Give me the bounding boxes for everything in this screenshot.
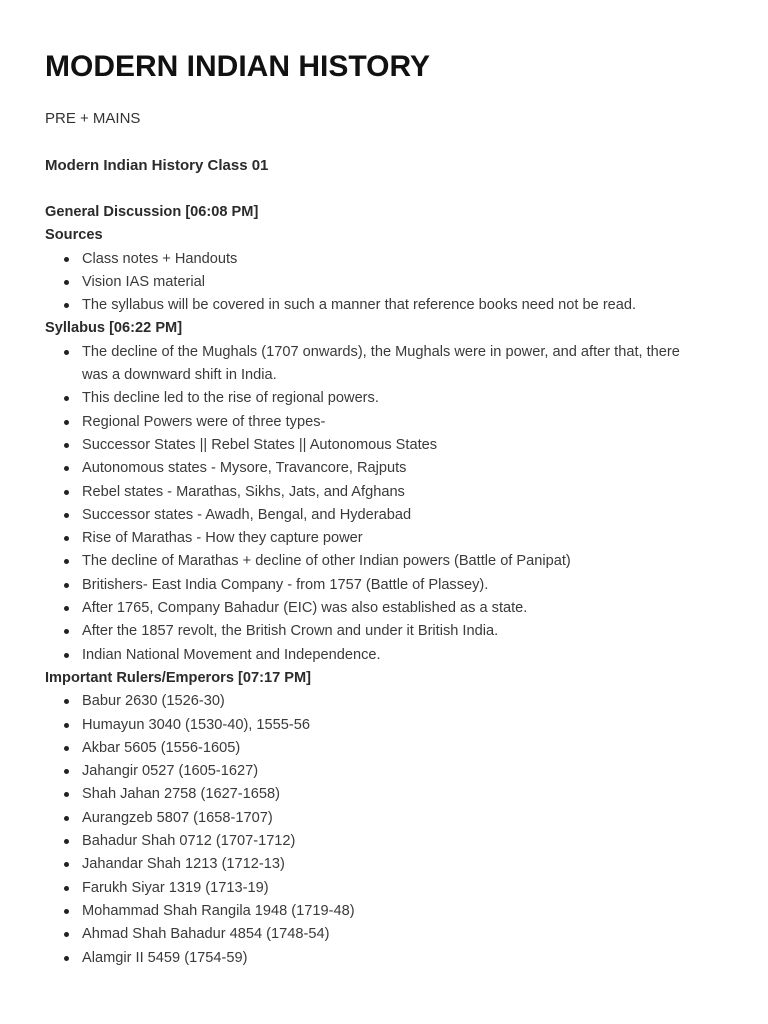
list-item: The decline of the Mughals (1707 onwards), the Mughals were in power, and after that, there was a downward shift in India. [45, 341, 702, 388]
list-item: Ahmad Shah Bahadur 4854 (1748-54) [45, 923, 735, 946]
list-item: Class notes + Handouts [45, 248, 735, 271]
rulers-list [45, 690, 735, 970]
list-item: Jahandar Shah 1213 (1712-13) [45, 853, 735, 876]
list-item: Alamgir II 5459 (1754-59) [45, 947, 735, 970]
list-item: Shah Jahan 2758 (1627-1658) [45, 783, 735, 806]
section-title-syllabus: Syllabus [06:22 PM] [45, 320, 183, 337]
list-item: Vision IAS material [45, 271, 735, 294]
section-title-sources: Sources [45, 227, 103, 244]
list-item: Indian National Movement and Independence. [45, 644, 735, 667]
list-item: Farukh Siyar 1319 (1713-19) [45, 877, 735, 900]
list-item: Regional Powers were of three types- [45, 411, 735, 434]
list-item: Britishers- East India Company - from 1757 (Battle of Plassey). [45, 574, 735, 597]
list-item: The syllabus will be covered in such a manner that reference books need not be read. [45, 294, 735, 317]
notes-content [45, 201, 735, 970]
list-item: Rise of Marathas - How they capture power [45, 527, 735, 550]
list-item: Humayun 3040 (1530-40), 1555-56 [45, 714, 735, 737]
list-item: Successor States || Rebel States || Autonomous States [45, 434, 735, 457]
section-title-important-rulers: Important Rulers/Emperors [07:17 PM] [45, 669, 311, 686]
page-subtitle: PRE + MAINS [45, 110, 141, 127]
list-item: This decline led to the rise of regional powers. [45, 387, 735, 410]
list-item: After the 1857 revolt, the British Crown and under it British India. [45, 620, 735, 643]
list-item: The decline of Marathas + decline of other Indian powers (Battle of Panipat) [45, 550, 735, 573]
list-item: Autonomous states - Mysore, Travancore, Rajputs [45, 457, 735, 480]
list-item: Aurangzeb 5807 (1658-1707) [45, 807, 735, 830]
list-item: Bahadur Shah 0712 (1707-1712) [45, 830, 735, 853]
list-item: Akbar 5605 (1556-1605) [45, 737, 735, 760]
list-item: Rebel states - Marathas, Sikhs, Jats, and Afghans [45, 481, 735, 504]
syllabus-list [45, 341, 735, 667]
list-item: After 1765, Company Bahadur (EIC) was also established as a state. [45, 597, 735, 620]
list-item: Jahangir 0527 (1605-1627) [45, 760, 735, 783]
class-heading: Modern Indian History Class 01 [45, 157, 269, 174]
sources-list [45, 248, 735, 318]
list-item: Babur 2630 (1526-30) [45, 690, 735, 713]
list-item: Mohammad Shah Rangila 1948 (1719-48) [45, 900, 735, 923]
page-title: MODERN INDIAN HISTORY [45, 50, 431, 83]
list-item: Successor states - Awadh, Bengal, and Hyderabad [45, 504, 735, 527]
section-title-general-discussion: General Discussion [06:08 PM] [45, 204, 259, 220]
